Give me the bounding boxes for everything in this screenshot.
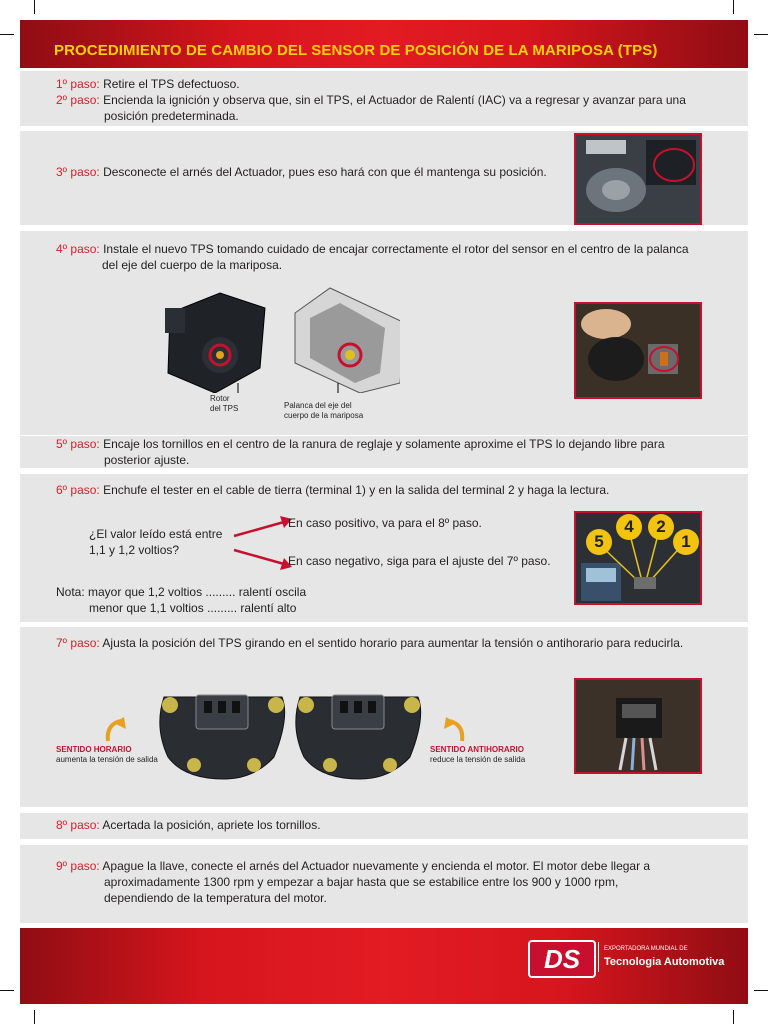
question-line2: 1,1 y 1,2 voltios?	[89, 543, 180, 557]
engine-illustration	[576, 135, 700, 223]
step-text: Encienda la ignición y observa que, sin el TPS, el Actuador de Ralentí (IAC) va a regresar y avanzar para una	[103, 93, 686, 107]
page-title: PROCEDIMIENTO DE CAMBIO DEL SENSOR DE POSICIÓN DE LA MARIPOSA (TPS)	[54, 42, 658, 59]
step-8	[56, 818, 321, 834]
panel-step-4	[20, 231, 748, 435]
positive-case: En caso positivo, va para el 8º paso.	[288, 516, 482, 530]
crop-mark	[754, 34, 768, 35]
step-6	[56, 483, 609, 499]
panel-step-3	[20, 131, 748, 225]
connector-photo	[574, 678, 702, 774]
crop-mark	[0, 990, 14, 991]
step-text: aproximadamente 1300 rpm y empezar a bajar hasta que se estabilice entre los 900 y 1000 rpm,	[104, 875, 619, 889]
tps-plate-counterclockwise	[290, 687, 428, 783]
tester-photo	[574, 511, 702, 605]
step-label: 6º paso:	[56, 483, 100, 497]
step-label: 5º paso:	[56, 437, 100, 451]
step-label: 7º paso:	[56, 636, 100, 650]
panel-step-9	[20, 845, 748, 923]
crop-mark	[754, 990, 768, 991]
step-label: 9º paso:	[56, 859, 100, 873]
crop-mark	[34, 1010, 35, 1024]
arrow-positive	[234, 522, 284, 536]
step-2	[56, 93, 686, 109]
step-text: dependiendo de la temperatura del motor.	[104, 891, 327, 905]
step-text: del eje del cuerpo de la mariposa.	[102, 258, 283, 272]
tps-install-diagram	[160, 283, 400, 393]
step-4	[56, 242, 689, 258]
terminal-badge-1: 1	[673, 529, 699, 555]
step-text: posición predeterminada.	[104, 109, 239, 123]
footer-banner	[20, 928, 748, 1004]
clockwise-arrow-icon	[100, 715, 130, 745]
footer-line1: EXPORTADORA MUNDIAL DE	[604, 946, 688, 952]
connector-illustration	[576, 680, 700, 772]
note-line1: Nota: mayor que 1,2 voltios ......... ralentí oscila	[56, 585, 307, 599]
step-text: Apague la llave, conecte el arnés del Actuador nuevamente y encienda el motor. El motor debe llegar a	[102, 859, 651, 873]
step-label: 1º paso:	[56, 77, 100, 91]
step-text: Ajusta la posición del TPS girando en el sentido horario para aumentar la tensión o antihorario para reducirla.	[102, 636, 684, 650]
step-9	[56, 859, 650, 875]
lever-label: Palanca del eje del cuerpo de la mariposa	[284, 401, 364, 420]
crop-mark	[733, 0, 734, 14]
negative-case: En caso negativo, siga para el ajuste del 7º paso.	[288, 554, 551, 568]
panel-step-8	[20, 813, 748, 839]
header-banner	[20, 20, 748, 68]
step-label: 8º paso:	[56, 818, 100, 832]
step-text: posterior ajuste.	[104, 453, 190, 467]
crop-mark	[34, 0, 35, 14]
step-text: Desconecte el arnés del Actuador, pues eso hará con que él mantenga su posición.	[103, 165, 547, 179]
ds-logo: DS	[528, 940, 596, 978]
counterclockwise-arrow-icon	[440, 715, 470, 745]
footer-line2: Tecnologia Automotiva	[604, 956, 725, 968]
engine-photo	[574, 133, 702, 225]
step-1	[56, 77, 240, 93]
panel-step-6	[20, 474, 748, 622]
counterclockwise-caption: SENTIDO ANTIHORARIO reduce la tensión de salida	[430, 745, 526, 764]
arrow-negative	[234, 550, 284, 564]
crop-mark	[733, 1010, 734, 1024]
terminal-badge-4: 4	[616, 514, 642, 540]
panel-steps-1-2	[20, 71, 748, 126]
step-text: Instale el nuevo TPS tomando cuidado de encajar correctamente el rotor del sensor en el centro de la palanca	[103, 242, 689, 256]
hand-install-illustration	[576, 304, 700, 397]
step-label: 2º paso:	[56, 93, 100, 107]
crop-mark	[0, 34, 14, 35]
step-text: Retire el TPS defectuoso.	[103, 77, 240, 91]
step-text: Enchufe el tester en el cable de tierra (terminal 1) y en la salida del terminal 2 y haga la lectura.	[103, 483, 610, 497]
rotor-label: Rotor del TPS	[210, 394, 239, 413]
question-line1: ¿El valor leído está entre	[89, 527, 223, 541]
step-3	[56, 165, 547, 181]
tps-plate-clockwise	[154, 687, 292, 783]
tps-hand-photo	[574, 302, 702, 399]
clockwise-caption: SENTIDO HORARIO aumenta la tensión de salida	[56, 745, 158, 764]
step-5	[56, 437, 665, 453]
footer-divider	[598, 942, 599, 972]
step-text: Acertada la posición, apriete los tornillos.	[102, 818, 321, 832]
note-line2: menor que 1,1 voltios ......... ralentí alto	[89, 601, 297, 615]
step-label: 3º paso:	[56, 165, 100, 179]
panel-step-7	[20, 627, 748, 807]
terminal-badge-2: 2	[648, 514, 674, 540]
step-label: 4º paso:	[56, 242, 100, 256]
step-text: Encaje los tornillos en el centro de la ranura de reglaje y solamente aproxime el TPS lo dejando libre para	[103, 437, 665, 451]
step-7	[56, 636, 683, 652]
panel-step-5	[20, 436, 748, 468]
terminal-badge-5: 5	[586, 529, 612, 555]
